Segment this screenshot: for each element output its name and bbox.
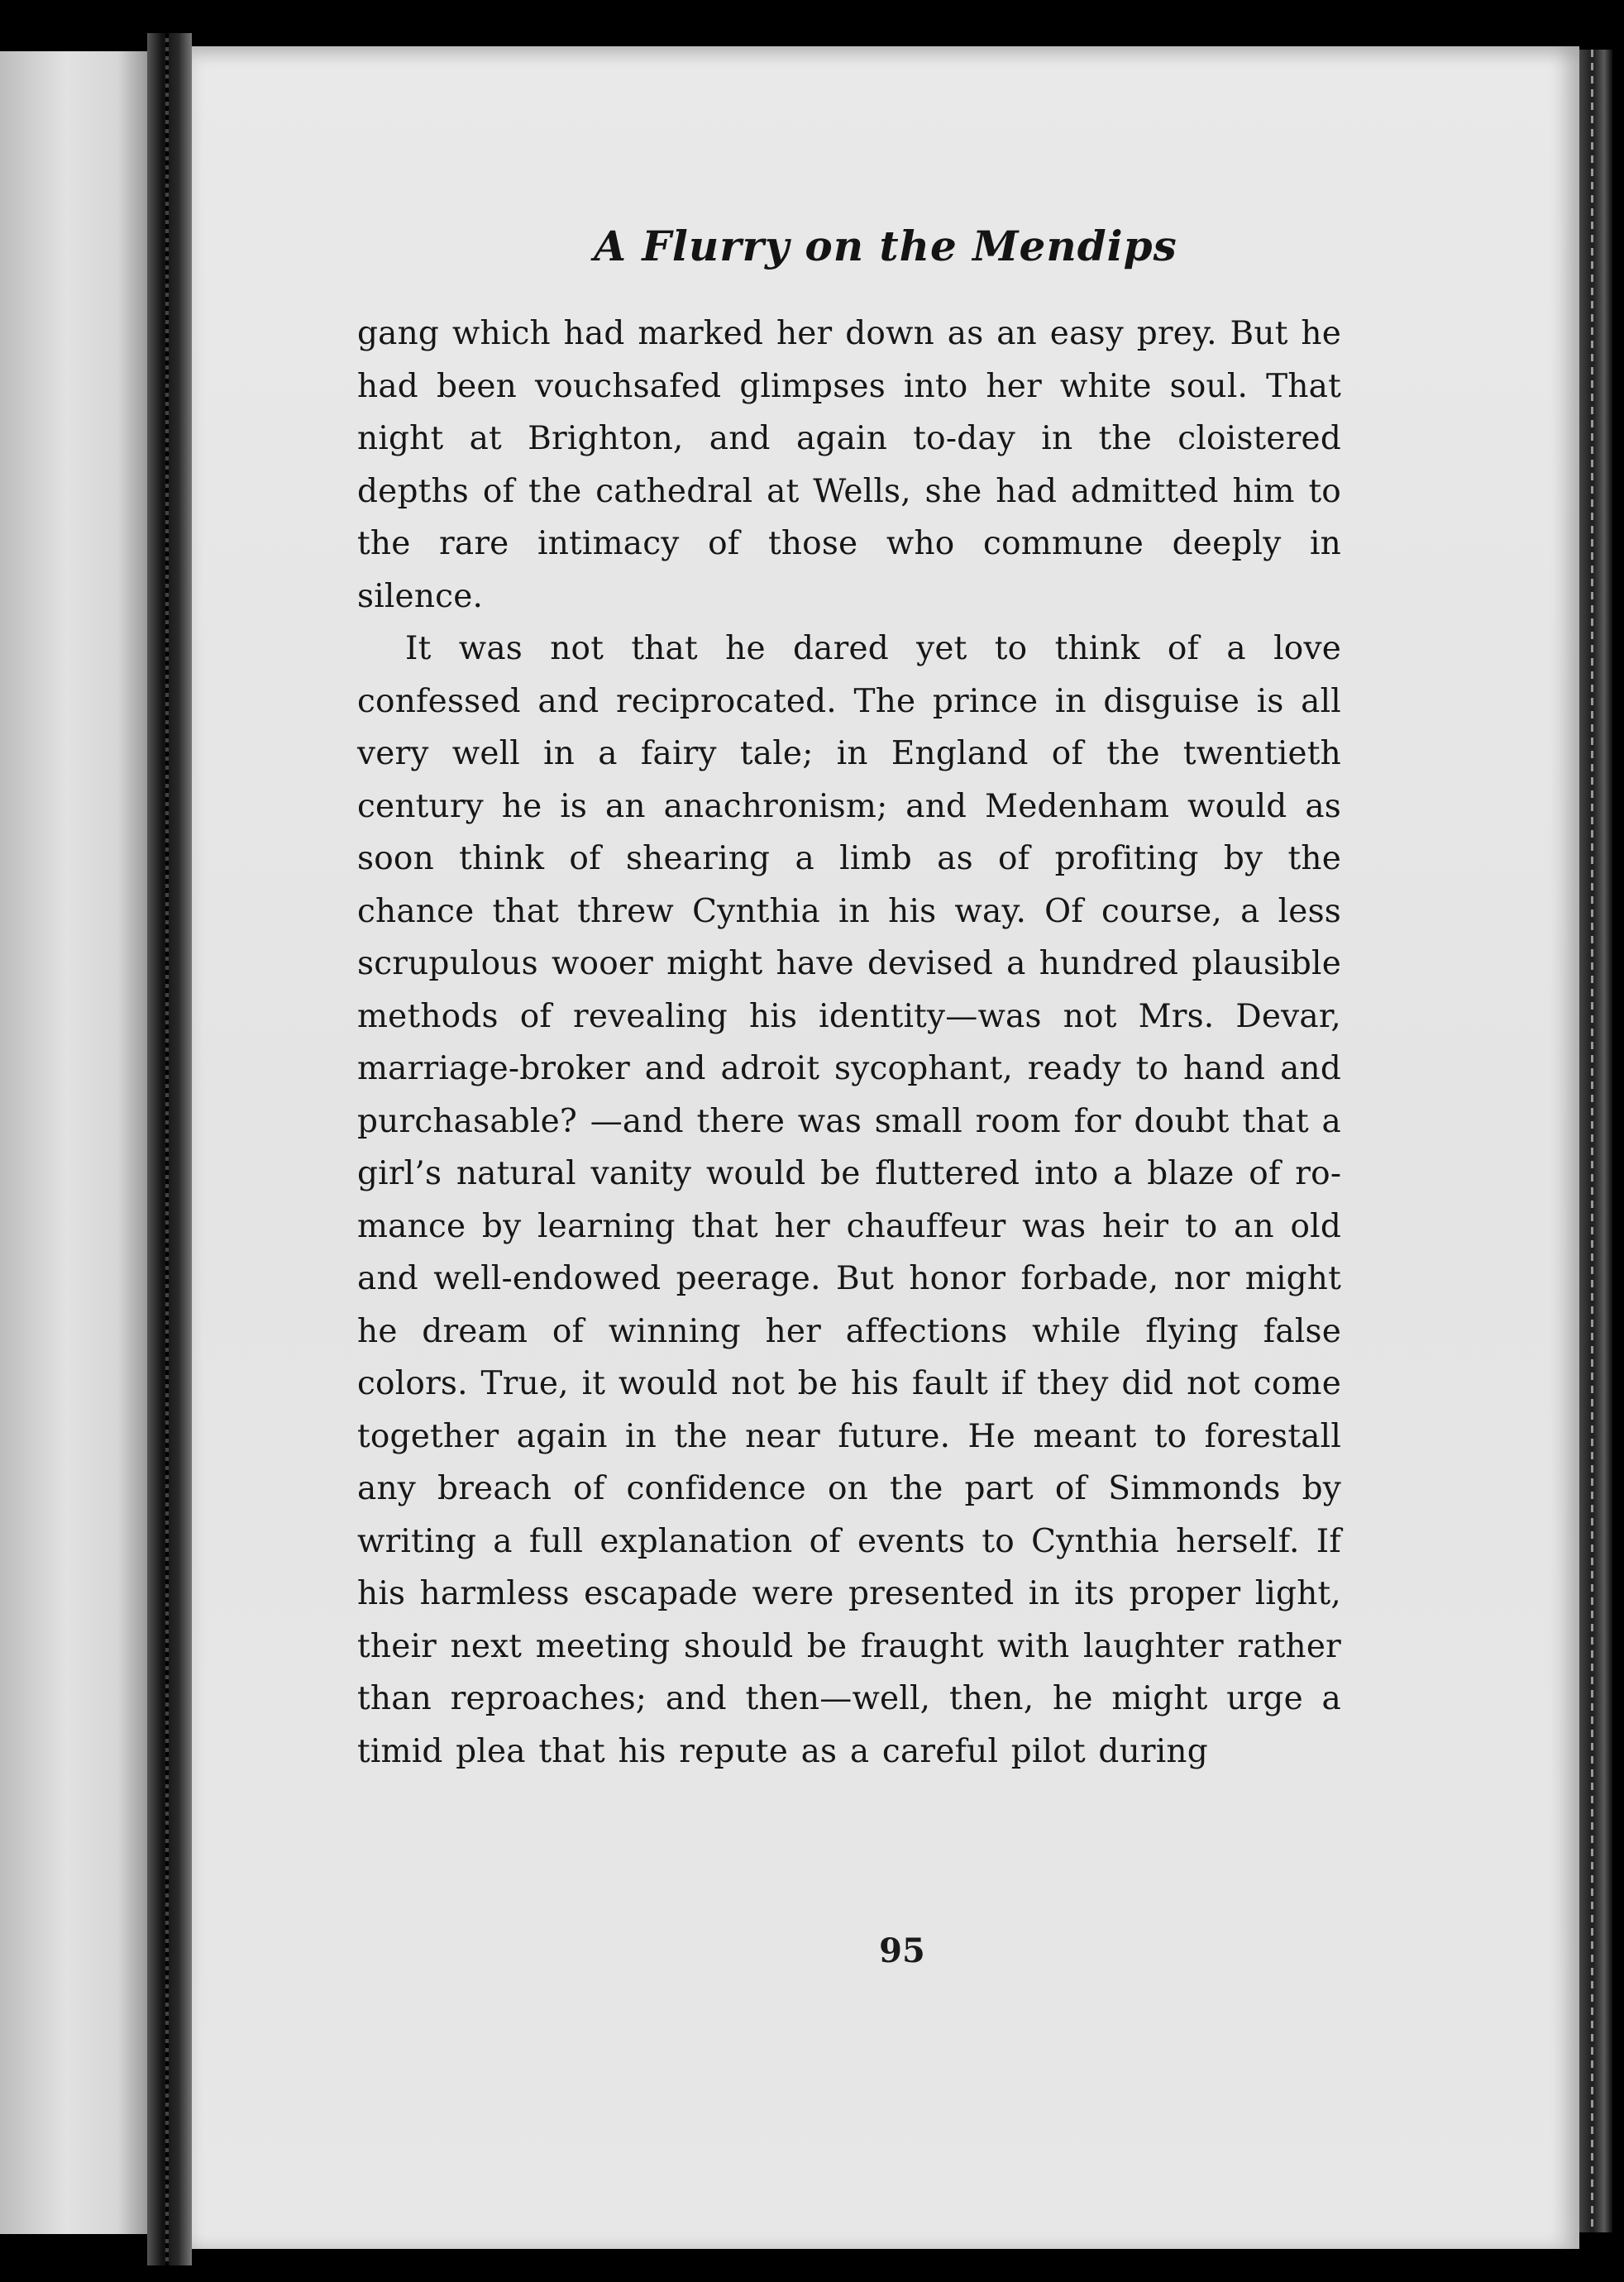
page-edge-right [1579,50,1612,2232]
page-number: 95 [879,1931,925,1970]
book-gutter [147,33,192,2265]
running-head: A Flurry on the Mendips [594,222,1177,270]
facing-page-edge [0,51,147,2234]
paragraph-continued: gang which had marked her down as an easy prey. But he had been vouchsafed glimpses into her white soul. That night at Brighton, and again to-day in the cloistered depths of the cathedral at Wells, she had admitted him to the rare intimacy of those who commune deeply in silence. [357,315,1341,615]
body-text [357,308,1341,1778]
paragraph: It was not that he dared yet to think of a love confessed and reciprocated. The prince in disguise is all very well in a fairy tale; in England of the twentieth century he is an anachronism; and Medenham would as soon think of shearing a limb as of profiting by the chance that threw Cynthia in his way. Of course, a less scrupulous wooer might have devised a hundred plausible methods of revealing his identity—was not Mrs. Devar, marriage-broker and adroit sycophant, ready to hand and purchasable? —and there was small room for doubt that a girl’s natural vanity would be fluttered into a blaze of romance by learning that her chauffeur was heir to an old and well-endowed peerage. But honor forbade, nor might he dream of winning her affections while flying false colors. True, it would not be his fault if they did not come together again in the near future. He meant to forestall any breach of confidence on the part of Simmonds by writing a full explanation of events to Cynthia herself. If his harmless escapade were presented in its proper light, their next meeting should be fraught with laughter rather than reproaches; and then—well, then, he might urge a timid plea that his repute as a careful pilot during [357,630,1341,1770]
